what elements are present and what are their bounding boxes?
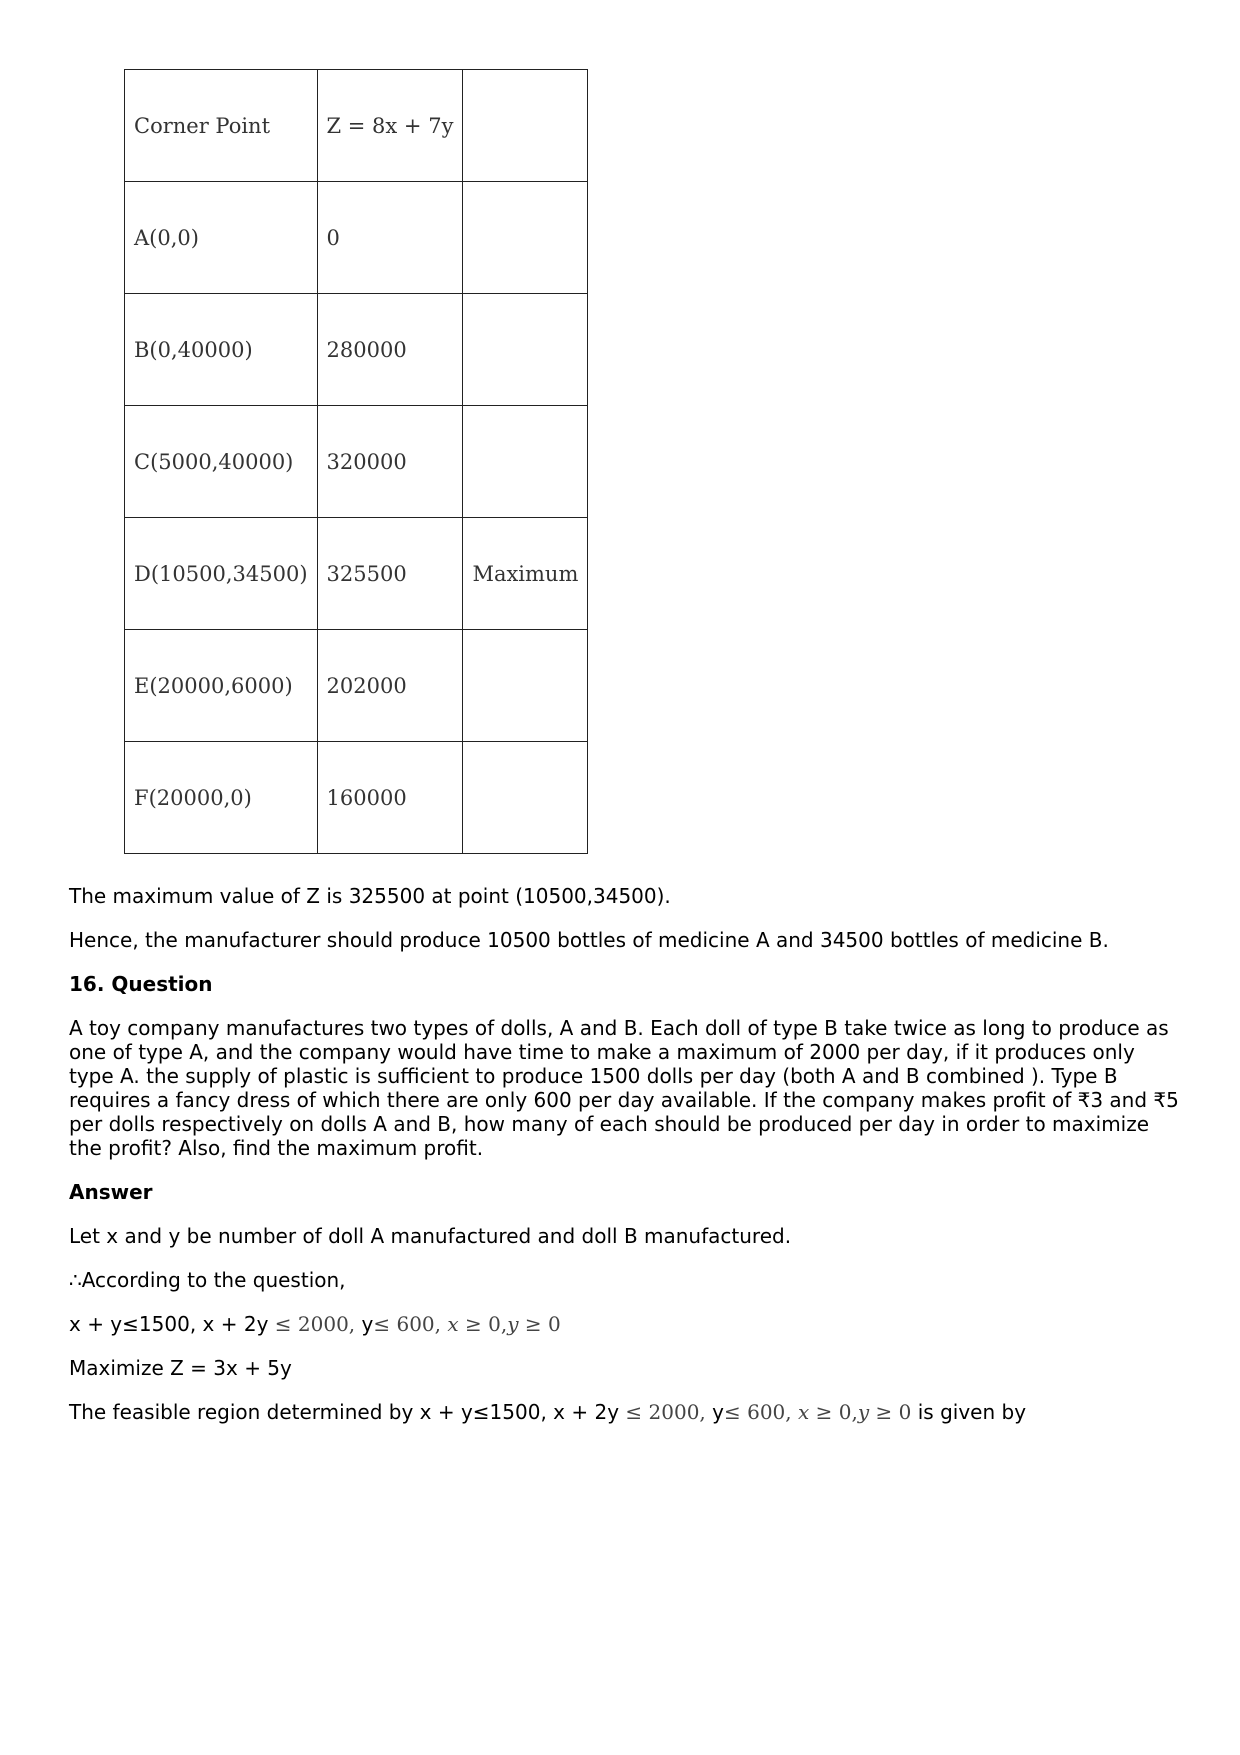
- hence-text: Hence, the manufacturer should produce 10500 bottles of medicine A and 34500 bottles of medicine B.: [69, 928, 1109, 952]
- le-symbol: ≤: [122, 1312, 139, 1336]
- le-symbol: ≤: [723, 1400, 741, 1424]
- math-value: 0,: [488, 1312, 508, 1336]
- feasible-text: is given by: [917, 1400, 1027, 1424]
- question-body: A toy company manufactures two types of dolls, A and B. Each doll of type B take twice as long to produce as one of type A, and the company would have time to make a maximum of 2000 per day, if it produces only type A. the supply of plastic is sufficient to produce 1500 dolls per day (both A and B combined ). Type B requires a fancy dress of which there are only 600 per day available. If the company makes profit of ₹3 and ₹5 per dolls respectively on dolls A and B, how many of each should be produced per day in order to maximize the profit? Also, find the maximum profit.: [69, 1016, 1179, 1160]
- max-value-text: The maximum value of Z is 325500 at point (10500,34500).: [69, 884, 671, 908]
- table-cell: [463, 742, 588, 854]
- math-var: y: [857, 1400, 870, 1424]
- math-value: 0,: [838, 1400, 858, 1424]
- answer-heading: Answer: [69, 1180, 153, 1204]
- math-var: y: [507, 1312, 519, 1336]
- table-cell: [463, 630, 588, 742]
- ge-symbol: ≥: [875, 1400, 893, 1424]
- table-cell: 280000: [317, 294, 463, 406]
- table-cell: B(0,40000): [125, 294, 318, 406]
- constraint-text: x + y: [69, 1312, 123, 1336]
- le-symbol: ≤: [625, 1400, 643, 1424]
- according-text: ∴According to the question,: [69, 1268, 346, 1292]
- feasible-text: y: [712, 1400, 724, 1424]
- table-header-row: [125, 70, 588, 182]
- table-row: [125, 182, 588, 294]
- table-cell: E(20000,6000): [125, 630, 318, 742]
- math-var: x: [447, 1312, 459, 1336]
- math-value: 0: [898, 1400, 912, 1424]
- le-symbol: ≤: [373, 1312, 391, 1336]
- math-value: 2000,: [648, 1400, 706, 1424]
- feasible-line: [69, 1400, 1179, 1424]
- ge-symbol: ≥: [524, 1312, 542, 1336]
- corner-point-table: [124, 69, 588, 854]
- table-cell: 0: [317, 182, 463, 294]
- table-cell: 320000: [317, 406, 463, 518]
- table-cell: [463, 406, 588, 518]
- document-body: [69, 884, 1179, 1444]
- math-value: 600,: [396, 1312, 442, 1336]
- constraint-text: y: [361, 1312, 374, 1336]
- table-cell: [463, 294, 588, 406]
- le-symbol: ≤: [274, 1312, 292, 1336]
- ge-symbol: ≥: [815, 1400, 833, 1424]
- table-row: [125, 294, 588, 406]
- math-var: x: [798, 1400, 810, 1424]
- maximize-text: Maximize Z = 3x + 5y: [69, 1356, 292, 1380]
- math-value: 0: [548, 1312, 561, 1336]
- header-empty: [463, 70, 588, 182]
- table-cell-maximum: Maximum: [463, 518, 588, 630]
- table-cell: 325500: [317, 518, 463, 630]
- header-corner-point: Corner Point: [125, 70, 318, 182]
- table-cell: F(20000,0): [125, 742, 318, 854]
- constraints-line: [69, 1312, 1179, 1336]
- table-cell: A(0,0): [125, 182, 318, 294]
- let-text: Let x and y be number of doll A manufactured and doll B manufactured.: [69, 1224, 792, 1248]
- header-z: Z = 8x + 7y: [317, 70, 463, 182]
- table-row: [125, 742, 588, 854]
- table-cell: 202000: [317, 630, 463, 742]
- feasible-text: The feasible region determined by x + y: [69, 1400, 473, 1424]
- table-row: [125, 518, 588, 630]
- math-value: 2000,: [297, 1312, 356, 1336]
- math-value: 600,: [747, 1400, 792, 1424]
- table-cell: [463, 182, 588, 294]
- constraint-text: 1500, x + 2y: [138, 1312, 269, 1336]
- table-cell: C(5000,40000): [125, 406, 318, 518]
- table-row: [125, 630, 588, 742]
- table-row: [125, 406, 588, 518]
- ge-symbol: ≥: [465, 1312, 482, 1336]
- question-heading: 16. Question: [69, 972, 213, 996]
- feasible-text: 1500, x + 2y: [489, 1400, 620, 1424]
- le-symbol: ≤: [472, 1400, 490, 1424]
- table-cell: D(10500,34500): [125, 518, 318, 630]
- table-cell: 160000: [317, 742, 463, 854]
